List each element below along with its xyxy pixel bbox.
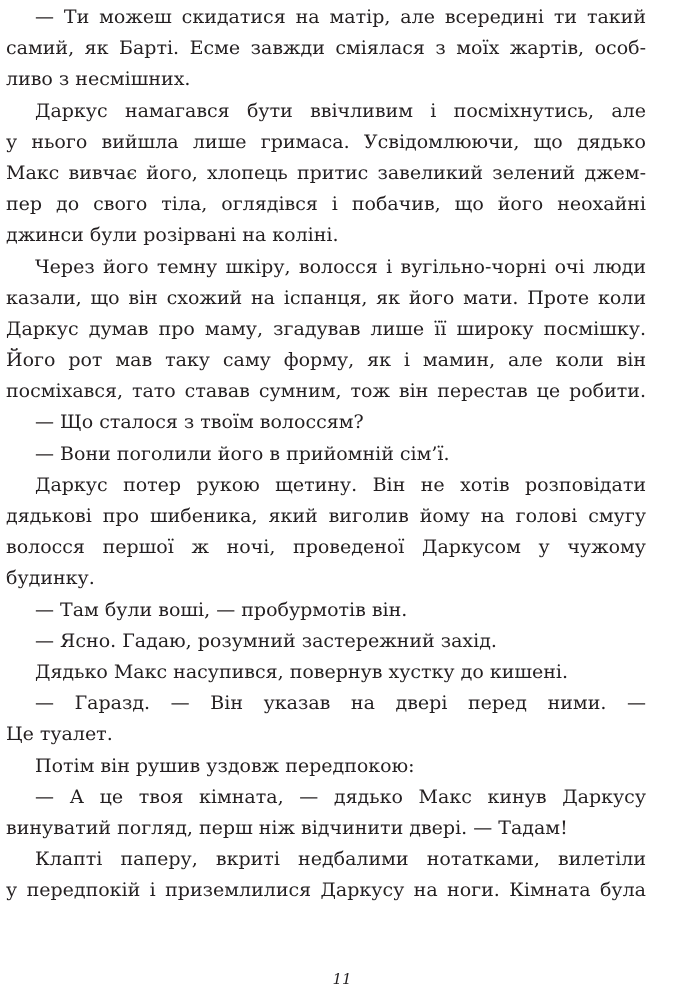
- text-line: пер до свого тіла, оглядівся і побачив, що його неохайні: [6, 193, 646, 216]
- text-line: у нього вийшла лише гримаса. Усвідомлюючи, що дядько: [6, 130, 646, 153]
- text-line: Даркус потер рукою щетину. Він не хотів розповідати: [35, 473, 646, 496]
- text-line: посміхався, тато ставав сумним, тож він перестав це робити.: [6, 380, 646, 403]
- text-line: Через його темну шкіру, волосся і вугільно-чорні очі люди: [35, 255, 646, 278]
- text-line: Даркус намагався бути ввічливим і посміхнутись, але: [35, 99, 646, 122]
- text-line: — Там були воші, — пробурмотів він.: [35, 598, 408, 621]
- text-line: Потім він рушив уздовж передпокою:: [35, 754, 415, 777]
- text-line: будинку.: [6, 567, 95, 590]
- text-line: казали, що він схожий на іспанця, як його мати. Проте коли: [6, 286, 646, 309]
- text-line: Це туалет.: [6, 723, 113, 746]
- text-line: Даркус думав про маму, згадував лише її широку посмішку.: [6, 317, 646, 340]
- text-line: — А це твоя кімната, — дядько Макс кинув Даркусу: [35, 785, 646, 808]
- text-line: волосся першої ж ночі, проведеної Даркусом у чужому: [6, 536, 646, 559]
- text-line: — Вони поголили його в прийомній сім’ї.: [35, 442, 450, 465]
- text-line: Його рот мав таку саму форму, як і мамин, але коли він: [6, 349, 646, 372]
- text-line: — Ясно. Гадаю, розумний застережний захід.: [35, 629, 497, 652]
- text-line: — Ти можеш скидатися на матір, але всередині ти такий: [35, 6, 646, 28]
- text-line: дядькові про шибеника, який виголив йому на голові смугу: [6, 505, 646, 527]
- text-line: — Гаразд. — Він указав на двері перед ними. —: [35, 692, 646, 715]
- text-line: самий, як Барті. Есме завжди сміялася з моїх жартів, особ-: [6, 37, 646, 60]
- text-line: винуватий погляд, перш ніж відчинити двері. — Тадам!: [6, 816, 568, 839]
- text-line: ливо з несмішних.: [6, 68, 191, 91]
- text-line: Макс вивчає його, хлопець притис завеликий зелений джем-: [6, 161, 646, 184]
- page-number: 11: [332, 970, 352, 988]
- book-page-text: [6, 2, 646, 906]
- text-line: Клапті паперу, вкриті недбалими нотатками, вилетіли: [35, 848, 646, 871]
- text-line: у передпокій і приземлилися Даркусу на ноги. Кімната була: [6, 879, 646, 902]
- text-line: джинси були розірвані на коліні.: [6, 224, 339, 247]
- text-line: — Що сталося з твоїм волоссям?: [35, 411, 364, 434]
- text-line: Дядько Макс насупився, повернув хустку до кишені.: [35, 660, 569, 683]
